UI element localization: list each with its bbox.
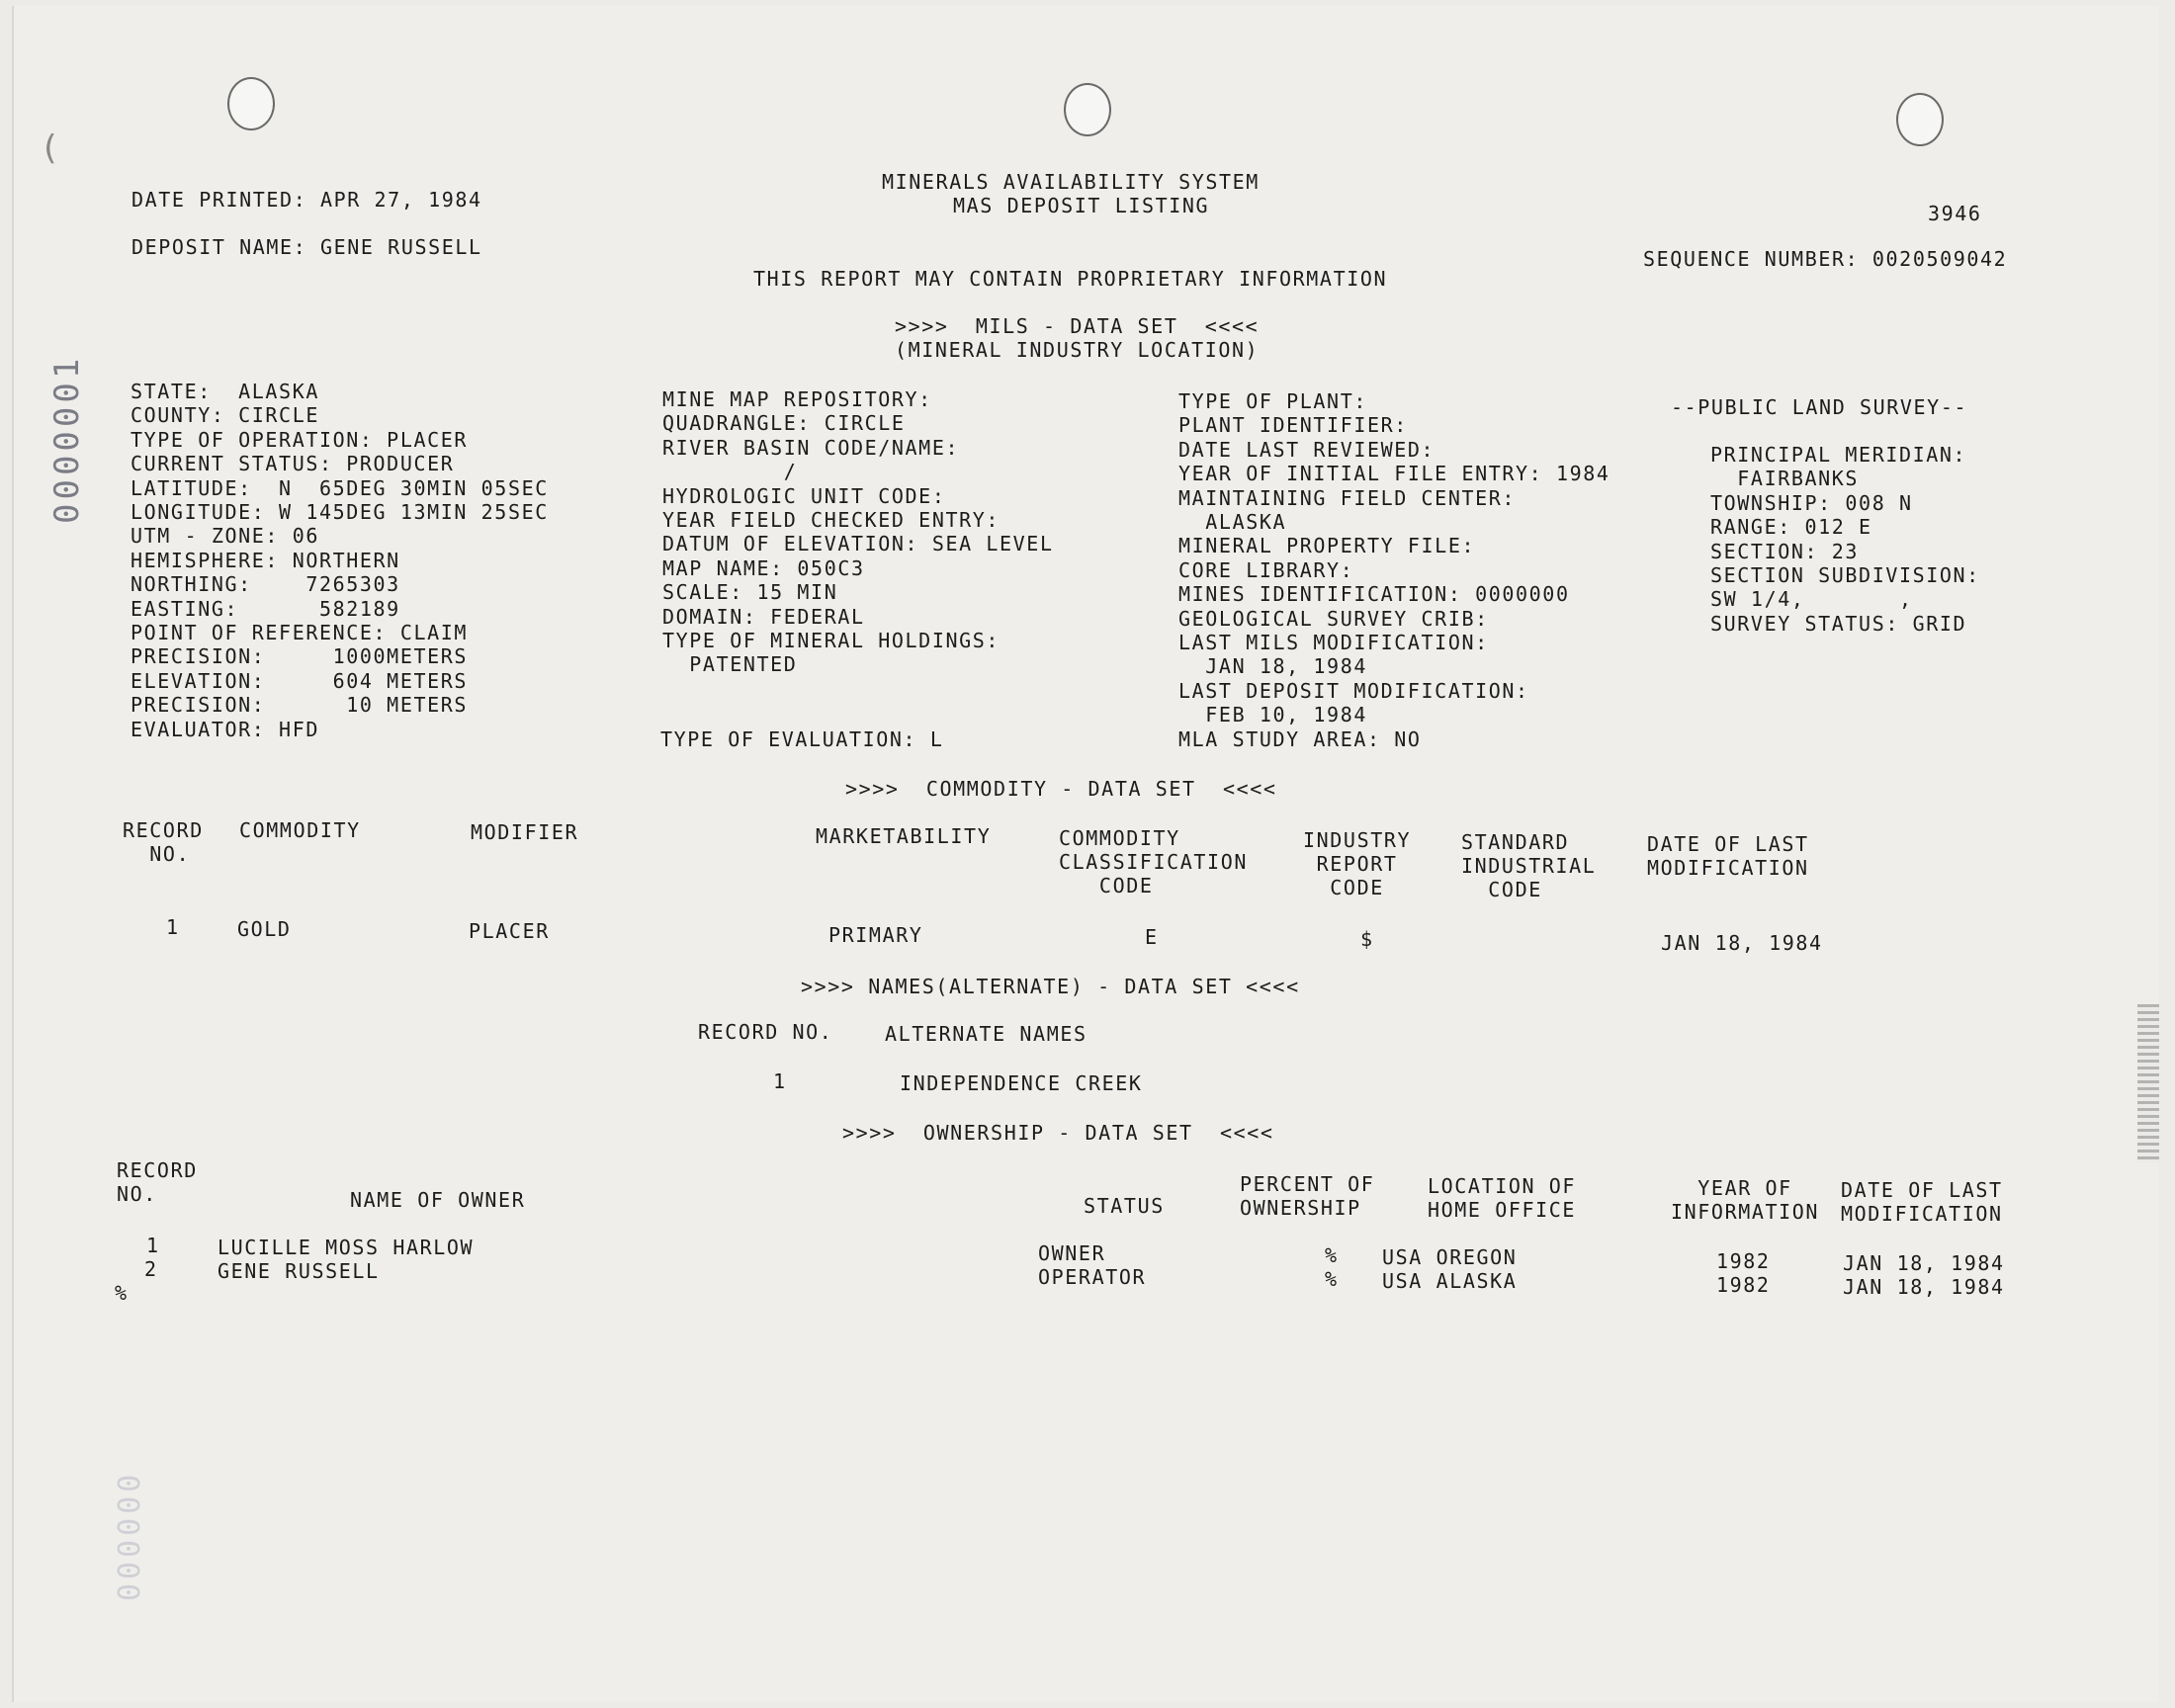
ownership-header-record: RECORD NO. bbox=[117, 1158, 198, 1206]
commodity-header-sic: STANDARD INDUSTRIAL CODE bbox=[1461, 830, 1597, 901]
commodity-title: >>>> COMMODITY - DATA SET <<<< bbox=[845, 777, 1277, 801]
mils-field-line: MINES IDENTIFICATION: 0000000 bbox=[1178, 582, 1570, 607]
owner-name: LUCILLE MOSS HARLOW bbox=[218, 1236, 475, 1259]
names-header-names: ALTERNATE NAMES bbox=[885, 1022, 1088, 1046]
proprietary-notice: THIS REPORT MAY CONTAIN PROPRIETARY INFORMATION bbox=[753, 267, 1388, 291]
mils-field-line: LONGITUDE: W 145DEG 13MIN 25SEC bbox=[130, 500, 549, 524]
commodity-marketability: PRIMARY bbox=[828, 923, 923, 947]
mils-field-line: POINT OF REFERENCE: CLAIM bbox=[130, 621, 469, 644]
commodity-header-classification: COMMODITY CLASSIFICATION CODE bbox=[1059, 826, 1248, 897]
mils-field-line: MLA STUDY AREA: NO bbox=[1178, 726, 1422, 751]
listing-title: MAS DEPOSIT LISTING bbox=[953, 194, 1210, 217]
owner-last-mod: JAN 18, 1984 bbox=[1843, 1275, 2005, 1299]
page-number: 3946 bbox=[1928, 202, 1982, 225]
mils-field-line: EVALUATOR: HFD bbox=[130, 717, 319, 741]
mils-field-line: JAN 18, 1984 bbox=[1178, 654, 1367, 679]
mils-field-line: SECTION: 23 bbox=[1710, 539, 1860, 563]
mils-field-line: DOMAIN: FEDERAL bbox=[662, 604, 865, 629]
plss-title: --PUBLIC LAND SURVEY-- bbox=[1671, 395, 1968, 419]
names-header-record: RECORD NO. bbox=[698, 1020, 833, 1044]
ownership-header-owner: NAME OF OWNER bbox=[350, 1188, 526, 1212]
mils-field-line: PRECISION: 10 METERS bbox=[130, 693, 469, 718]
commodity-modifier: PLACER bbox=[469, 919, 550, 943]
mils-field-line: LAST DEPOSIT MODIFICATION: bbox=[1178, 678, 1529, 703]
mils-field-line: HYDROLOGIC UNIT CODE: bbox=[662, 483, 946, 508]
mils-field-line: LATITUDE: N 65DEG 30MIN 05SEC bbox=[130, 475, 549, 500]
mils-field-line: TYPE OF OPERATION: PLACER bbox=[130, 427, 469, 452]
page-edge-shadow bbox=[2137, 1004, 2159, 1162]
mils-field-line: FAIRBANKS bbox=[1710, 467, 1860, 491]
owner-year: 1982 bbox=[1716, 1273, 1771, 1297]
owner-percent: % bbox=[1325, 1267, 1339, 1291]
mils-field-line: STATE: ALASKA bbox=[130, 380, 319, 403]
ownership-header-last-mod: DATE OF LAST MODIFICATION bbox=[1841, 1178, 2003, 1226]
mils-field-line: QUADRANGLE: CIRCLE bbox=[662, 411, 906, 436]
owner-year: 1982 bbox=[1716, 1249, 1771, 1273]
pencil-mark: ( bbox=[40, 128, 60, 168]
commodity-last-mod: JAN 18, 1984 bbox=[1661, 931, 1823, 955]
names-record-no: 1 bbox=[773, 1069, 787, 1093]
owner-status: OPERATOR bbox=[1038, 1265, 1147, 1289]
mils-field-line: MAP NAME: 050C3 bbox=[662, 555, 865, 580]
mils-field-line: LAST MILS MODIFICATION: bbox=[1178, 631, 1489, 654]
mils-field-line: PLANT IDENTIFIER: bbox=[1178, 413, 1408, 438]
mils-field-line: YEAR FIELD CHECKED ENTRY: bbox=[662, 508, 1000, 532]
mils-subtitle: (MINERAL INDUSTRY LOCATION) bbox=[895, 338, 1260, 362]
owner-record-no: 1 bbox=[146, 1234, 160, 1257]
ownership-header-year: YEAR OF INFORMATION bbox=[1671, 1176, 1820, 1224]
mils-field-line: PRINCIPAL MERIDIAN: bbox=[1710, 443, 1967, 467]
mils-field-line: COUNTY: CIRCLE bbox=[130, 403, 319, 428]
punch-hole-left bbox=[227, 77, 275, 130]
commodity-header-marketability: MARKETABILITY bbox=[816, 824, 992, 848]
commodity-header-commodity: COMMODITY bbox=[239, 818, 361, 842]
mils-field-line: FEB 10, 1984 bbox=[1178, 703, 1367, 727]
mils-field-line: SECTION SUBDIVISION: bbox=[1710, 563, 1980, 587]
owner-percent: % bbox=[1325, 1243, 1339, 1267]
ownership-title: >>>> OWNERSHIP - DATA SET <<<< bbox=[842, 1121, 1274, 1145]
mils-field-line: UTM - ZONE: 06 bbox=[130, 524, 319, 549]
type-of-evaluation: TYPE OF EVALUATION: L bbox=[660, 727, 944, 751]
sequence-number: SEQUENCE NUMBER: 0020509042 bbox=[1643, 247, 2008, 271]
ownership-header-percent: PERCENT OF OWNERSHIP bbox=[1240, 1172, 1375, 1220]
mils-field-line: TOWNSHIP: 008 N bbox=[1710, 490, 1913, 515]
ownership-header-location: LOCATION OF HOME OFFICE bbox=[1428, 1174, 1577, 1222]
mils-field-line: PATENTED bbox=[662, 652, 798, 677]
punch-hole-right bbox=[1896, 93, 1944, 146]
ownership-header-status: STATUS bbox=[1084, 1194, 1165, 1218]
punch-hole-center bbox=[1064, 83, 1111, 136]
commodity-header-modifier: MODIFIER bbox=[471, 820, 579, 844]
mils-field-line: HEMISPHERE: NORTHERN bbox=[130, 548, 400, 572]
mils-field-line: SW 1/4, , bbox=[1710, 587, 1913, 612]
mils-field-line: YEAR OF INITIAL FILE ENTRY: 1984 bbox=[1178, 462, 1610, 486]
mils-field-line: EASTING: 582189 bbox=[130, 596, 400, 621]
alternate-name: INDEPENDENCE CREEK bbox=[900, 1071, 1143, 1095]
mils-field-line: TYPE OF MINERAL HOLDINGS: bbox=[662, 629, 1000, 652]
mils-field-line: SCALE: 15 MIN bbox=[662, 580, 838, 605]
side-stamp: 0000001 bbox=[47, 354, 87, 524]
date-printed: DATE PRINTED: APR 27, 1984 bbox=[131, 188, 482, 212]
deposit-name: DEPOSIT NAME: GENE RUSSELL bbox=[131, 235, 482, 259]
mils-title: >>>> MILS - DATA SET <<<< bbox=[895, 314, 1260, 338]
mils-field-line: CURRENT STATUS: PRODUCER bbox=[130, 452, 455, 476]
mils-field-line: DATUM OF ELEVATION: SEA LEVEL bbox=[662, 532, 1054, 556]
commodity-industry-code: $ bbox=[1360, 927, 1374, 951]
mils-field-line: RIVER BASIN CODE/NAME: bbox=[662, 435, 960, 460]
system-title: MINERALS AVAILABILITY SYSTEM bbox=[882, 170, 1260, 194]
owner-status: OWNER bbox=[1038, 1241, 1106, 1265]
mils-field-line: NORTHING: 7265303 bbox=[130, 572, 400, 597]
mils-field-line: MINERAL PROPERTY FILE: bbox=[1178, 534, 1476, 558]
mils-field-line: SURVEY STATUS: GRID bbox=[1710, 611, 1967, 636]
mils-field-line: CORE LIBRARY: bbox=[1178, 557, 1354, 582]
mils-field-line: MAINTAINING FIELD CENTER: bbox=[1178, 485, 1517, 510]
commodity-header-industry: INDUSTRY REPORT CODE bbox=[1303, 828, 1412, 899]
mils-field-line: TYPE OF PLANT: bbox=[1178, 389, 1367, 413]
mils-field-line: MINE MAP REPOSITORY: bbox=[662, 387, 932, 411]
commodity-header-last-mod: DATE OF LAST MODIFICATION bbox=[1647, 832, 1809, 880]
mils-field-line: GEOLOGICAL SURVEY CRIB: bbox=[1178, 606, 1489, 631]
mils-field-line: DATE LAST REVIEWED: bbox=[1178, 437, 1436, 462]
mils-field-line: ALASKA bbox=[1178, 510, 1287, 534]
commodity-record-no: 1 bbox=[166, 915, 180, 939]
commodity-class-code: E bbox=[1145, 925, 1159, 949]
mils-field-line: RANGE: 012 E bbox=[1710, 515, 1872, 540]
names-title: >>>> NAMES(ALTERNATE) - DATA SET <<<< bbox=[801, 975, 1300, 998]
owner-record-no: 2 bbox=[144, 1257, 158, 1281]
side-stamp-faint: 000000 bbox=[113, 1470, 147, 1601]
mils-field-line: PRECISION: 1000METERS bbox=[130, 644, 469, 669]
commodity-name: GOLD bbox=[237, 917, 292, 941]
mils-field-line: ELEVATION: 604 METERS bbox=[130, 668, 469, 693]
owner-last-mod: JAN 18, 1984 bbox=[1843, 1251, 2005, 1275]
owner-location: USA ALASKA bbox=[1382, 1269, 1518, 1293]
mils-field-line: / bbox=[662, 460, 798, 484]
commodity-header-record: RECORD NO. bbox=[123, 818, 204, 866]
owner-location: USA OREGON bbox=[1382, 1245, 1518, 1269]
owner-name: GENE RUSSELL bbox=[218, 1259, 380, 1283]
ownership-trailer: % bbox=[115, 1281, 129, 1305]
